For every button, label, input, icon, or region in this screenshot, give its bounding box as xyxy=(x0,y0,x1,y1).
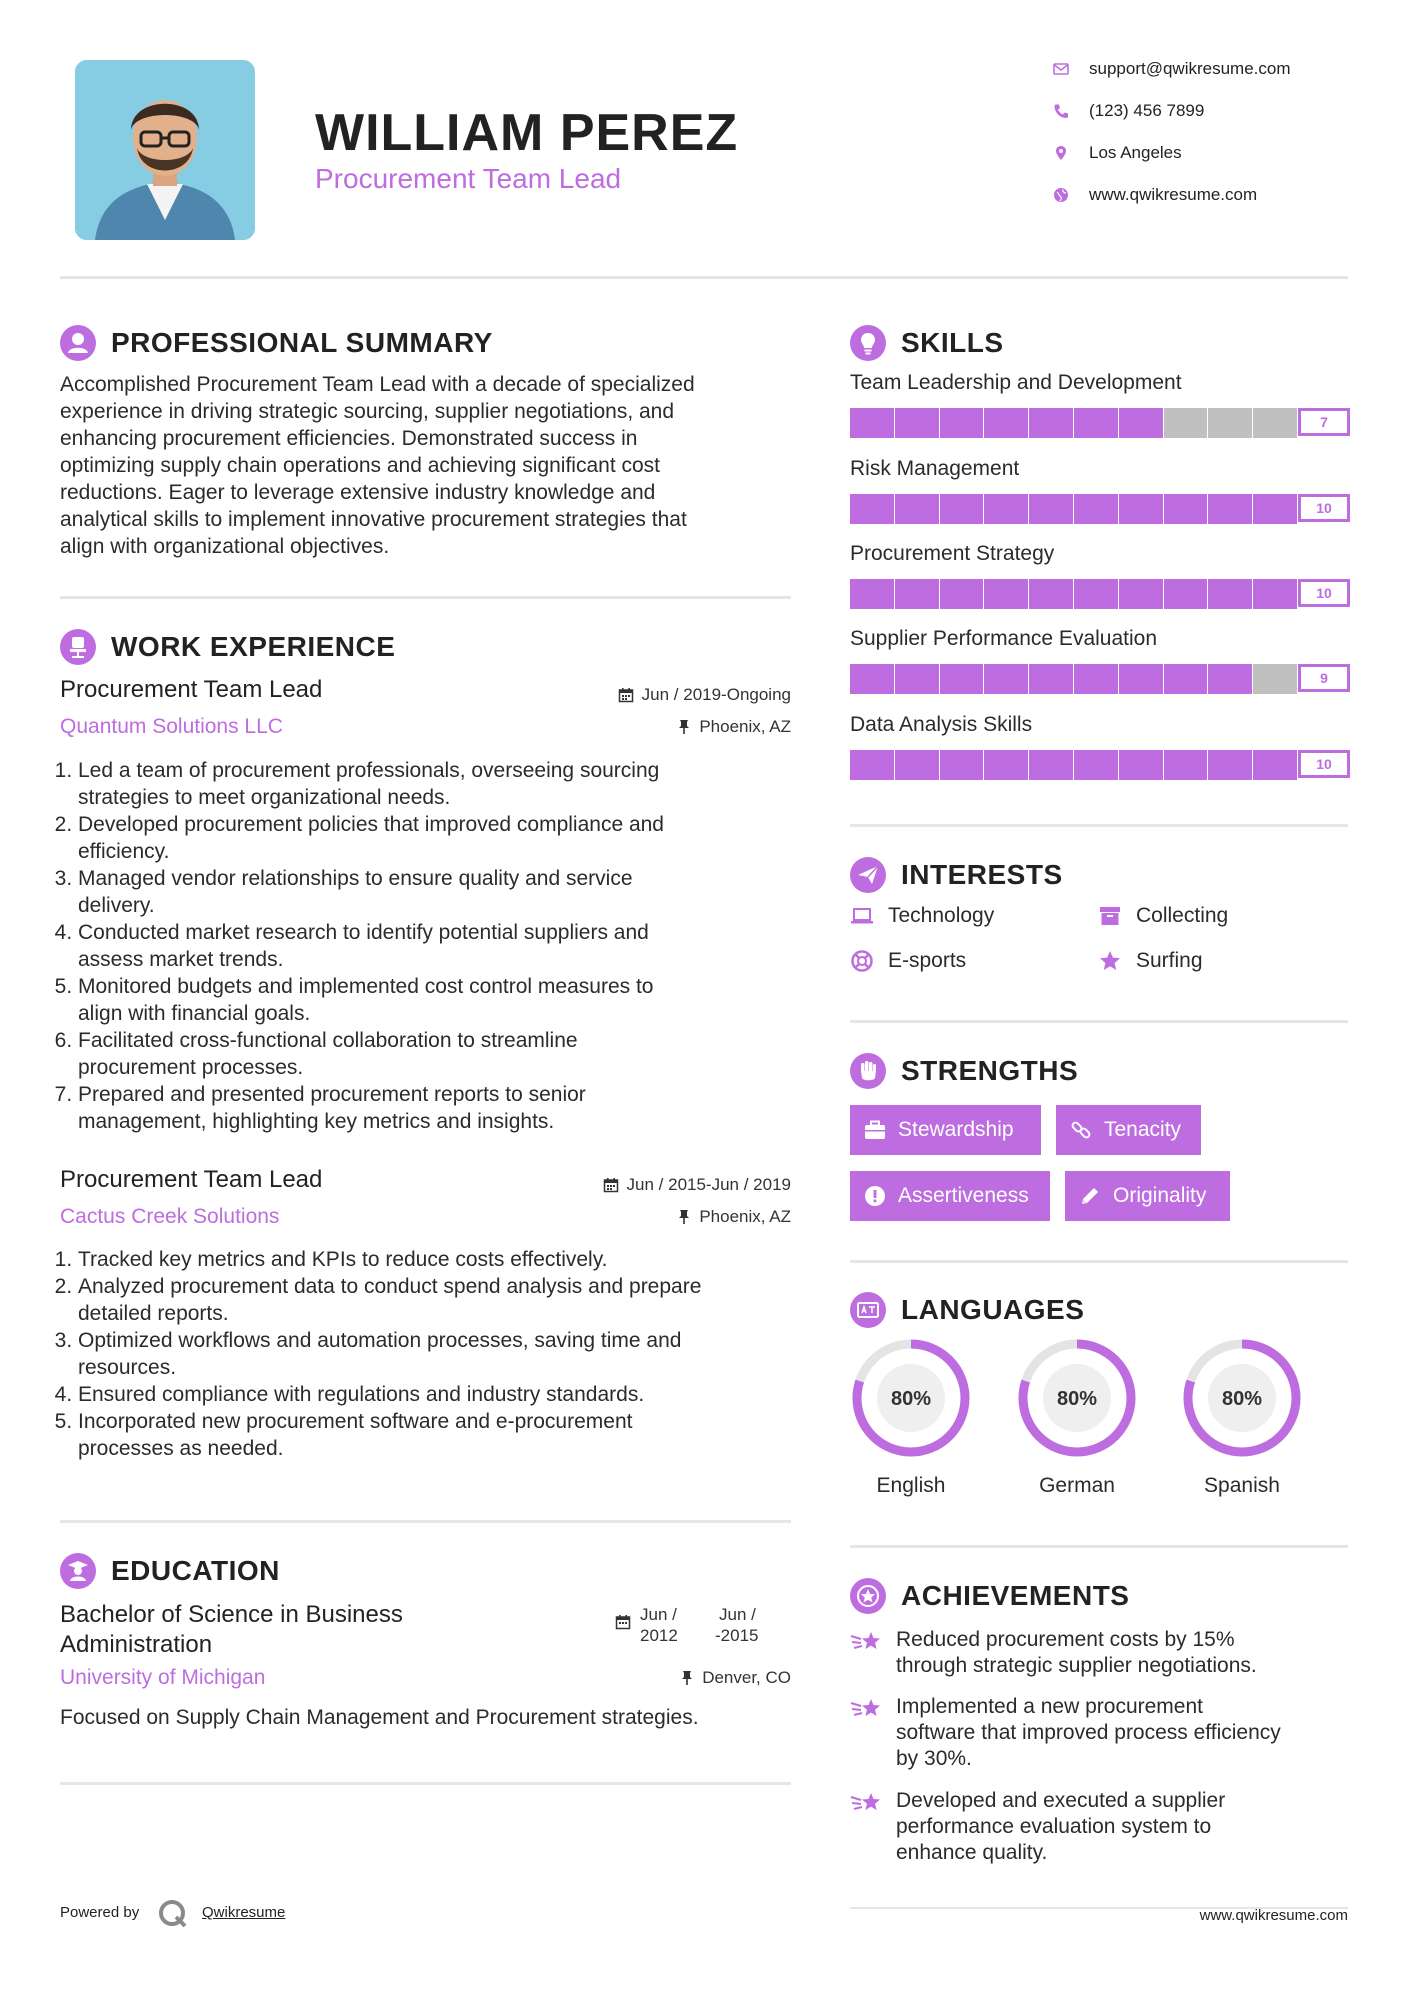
company-name: Cactus Creek Solutions xyxy=(60,1205,280,1228)
candidate-title: Procurement Team Lead xyxy=(315,163,622,194)
summary-heading: PROFESSIONAL SUMMARY xyxy=(111,327,493,358)
qwikresume-link[interactable]: Qwikresume xyxy=(202,1904,286,1921)
skill-bar xyxy=(850,750,1298,780)
globe-icon xyxy=(1053,187,1069,203)
education-location-text: Denver, CO xyxy=(702,1668,791,1687)
achievement-text: Reduced procurement costs by 15% through strategic supplier negotiations. xyxy=(896,1628,1257,1677)
skill-bar-segment xyxy=(1253,579,1297,609)
language-name: English xyxy=(876,1474,946,1497)
paper-plane-icon xyxy=(850,857,886,893)
achievement-text: Implemented a new procurement software that improved process efficiency by 30%. xyxy=(896,1695,1281,1770)
language-ring xyxy=(1016,1337,1138,1459)
skill-bar-segment xyxy=(1208,750,1252,780)
skill-bar-segment xyxy=(1164,579,1208,609)
interest-technology xyxy=(850,904,994,928)
language-percent: 80% xyxy=(1056,1388,1098,1410)
list-item: 4. Ensured compliance with regulations and industry standards. xyxy=(78,1381,818,1408)
skill-bar-segment xyxy=(940,494,984,524)
skill-score-badge: 10 xyxy=(1298,494,1350,522)
job-location xyxy=(500,717,791,737)
language-ring xyxy=(850,1337,972,1459)
skill-bar-segment xyxy=(1074,664,1118,694)
list-item: 3. Managed vendor relationships to ensure quality and service delivery. xyxy=(78,865,818,919)
skill-bar-segment xyxy=(1029,579,1073,609)
job-date xyxy=(500,685,791,705)
summary-line: experience in driving strategic sourcing, supplier negotiations, and xyxy=(60,400,675,423)
summary-line: enhancing procurement efficiencies. Demonstrated success in xyxy=(60,427,638,450)
contact-email[interactable] xyxy=(1053,59,1291,79)
skill-bar-segment xyxy=(850,579,894,609)
envelope-icon xyxy=(1053,61,1069,77)
achievements-heading: ACHIEVEMENTS xyxy=(901,1580,1130,1611)
pushpin-icon xyxy=(677,719,691,735)
skill-bar-segment xyxy=(1119,750,1163,780)
skill-bar-segment xyxy=(1029,750,1073,780)
graduate-icon xyxy=(60,1553,96,1589)
list-item: 6. Facilitated cross-functional collaboration to streamline procurement processes. xyxy=(78,1027,818,1081)
calendar-icon xyxy=(603,1177,619,1193)
strength-label: Tenacity xyxy=(1104,1118,1182,1141)
summary-line: optimizing supply chain operations and achieving significant cost xyxy=(60,454,661,477)
summary-line: analytical skills to implement innovative procurement strategies that xyxy=(60,508,687,531)
laptop-icon xyxy=(850,904,874,928)
strength-label: Assertiveness xyxy=(898,1184,1029,1207)
website-text: www.qwikresume.com xyxy=(1089,185,1258,204)
skill-bar-segment xyxy=(1119,494,1163,524)
pushpin-icon xyxy=(677,1209,691,1225)
job-title: Procurement Team Lead xyxy=(60,1166,323,1193)
list-item: 1. Tracked key metrics and KPIs to reduce costs effectively. xyxy=(78,1246,818,1273)
experience-divider xyxy=(60,1520,791,1523)
contact-website[interactable] xyxy=(1053,185,1257,205)
interest-surfing xyxy=(1098,949,1203,973)
achievements-section-icon xyxy=(850,1578,886,1614)
list-item: 3. Optimized workflows and automation processes, saving time and resources. xyxy=(78,1327,818,1381)
skill-bar-segment xyxy=(940,664,984,694)
interest-esports xyxy=(850,949,966,973)
map-pin-icon xyxy=(1053,145,1069,161)
user-icon xyxy=(60,325,96,361)
summary-line: Accomplished Procurement Team Lead with a decade of specialized xyxy=(60,373,695,396)
skill-bar-segment xyxy=(895,494,939,524)
exclamation-circle-icon xyxy=(864,1185,886,1207)
pencil-icon xyxy=(1079,1185,1101,1207)
skill-bar-segment xyxy=(1164,408,1208,438)
life-ring-icon xyxy=(850,949,874,973)
strength-assertiveness xyxy=(850,1171,1050,1221)
contact-phone[interactable] xyxy=(1053,101,1204,121)
skill-bar-segment xyxy=(940,408,984,438)
skill-bar-segment xyxy=(895,664,939,694)
skill-bar-segment xyxy=(1074,408,1118,438)
job-location-text: Phoenix, AZ xyxy=(699,1207,791,1226)
strength-label: Stewardship xyxy=(898,1118,1014,1141)
shooting-star-icon xyxy=(850,1629,884,1655)
education-end-date: Jun / -2015 xyxy=(715,1605,759,1645)
skill-bar-segment xyxy=(850,664,894,694)
list-item: 1. Led a team of procurement professionals, overseeing sourcing strategies to meet organizational needs. xyxy=(78,757,818,811)
skill-bar-segment xyxy=(1119,579,1163,609)
skill-bar-segment xyxy=(1074,750,1118,780)
header-divider xyxy=(60,276,1348,279)
skill-bar xyxy=(850,579,1298,609)
language-name: Spanish xyxy=(1204,1474,1280,1497)
skill-score-badge: 9 xyxy=(1298,664,1350,692)
footer-website[interactable]: www.qwikresume.com xyxy=(1199,1907,1348,1924)
skill-bar-segment xyxy=(1164,494,1208,524)
skills-divider xyxy=(850,824,1348,827)
strengths-heading: STRENGTHS xyxy=(901,1055,1079,1086)
strengths-divider xyxy=(850,1260,1348,1263)
phone-icon xyxy=(1053,103,1069,119)
skill-bar-segment xyxy=(1253,408,1297,438)
skill-bar-segment xyxy=(1164,664,1208,694)
skill-bar-segment xyxy=(850,750,894,780)
education-divider xyxy=(60,1782,791,1785)
education-location xyxy=(500,1668,791,1688)
experience-section-icon xyxy=(60,629,96,665)
skill-bar-segment xyxy=(1208,664,1252,694)
skill-bar-segment xyxy=(1119,408,1163,438)
list-item: 2. Developed procurement policies that improved compliance and efficiency. xyxy=(78,811,818,865)
skill-bar-segment xyxy=(850,408,894,438)
skill-bar-segment xyxy=(984,408,1028,438)
skills-heading: SKILLS xyxy=(901,327,1004,358)
summary-divider xyxy=(60,596,791,599)
summary-line: reductions. Eager to leverage extensive industry knowledge and xyxy=(60,481,656,504)
skill-bar-segment xyxy=(1074,579,1118,609)
skill-bar xyxy=(850,664,1298,694)
pushpin-icon xyxy=(680,1670,694,1686)
skill-bar-segment xyxy=(850,494,894,524)
phone-text: (123) 456 7899 xyxy=(1089,101,1205,120)
interest-label: Collecting xyxy=(1136,904,1229,927)
profile-photo xyxy=(75,60,255,240)
skill-bar-segment xyxy=(1253,494,1297,524)
skill-bar-segment xyxy=(1253,664,1297,694)
skill-bar-segment xyxy=(895,750,939,780)
interests-section-icon xyxy=(850,857,886,893)
skill-bar-segment xyxy=(1208,494,1252,524)
skill-bar-segment xyxy=(895,579,939,609)
skill-label: Risk Management xyxy=(850,457,1020,480)
skill-bar-segment xyxy=(984,750,1028,780)
education-heading: EDUCATION xyxy=(111,1555,280,1586)
job-date xyxy=(500,1175,791,1195)
candidate-name: WILLIAM PEREZ xyxy=(315,104,739,162)
location-text: Los Angeles xyxy=(1089,143,1182,162)
list-item: 7. Prepared and presented procurement reports to senior management, highlighting key metrics and insights. xyxy=(78,1081,818,1135)
languages-heading: LANGUAGES xyxy=(901,1294,1085,1325)
interest-label: Surfing xyxy=(1136,949,1203,972)
skill-bar-segment xyxy=(1119,664,1163,694)
interest-label: E-sports xyxy=(888,949,967,972)
summary-line: align with organizational objectives. xyxy=(60,535,390,558)
list-item: 2. Analyzed procurement data to conduct spend analysis and prepare detailed reports. xyxy=(78,1273,818,1327)
skill-label: Data Analysis Skills xyxy=(850,713,1033,736)
skills-section-icon xyxy=(850,325,886,361)
strength-stewardship xyxy=(850,1105,1041,1155)
star-icon xyxy=(1098,949,1122,973)
language-icon xyxy=(850,1292,886,1328)
job-date-text: Jun / 2019-Ongoing xyxy=(641,685,791,704)
language-name: German xyxy=(1039,1474,1115,1497)
skill-bar-segment xyxy=(1208,408,1252,438)
skill-bar-segment xyxy=(984,664,1028,694)
interests-heading: INTERESTS xyxy=(901,859,1063,890)
archive-icon xyxy=(1098,904,1122,928)
qwikresume-logo-icon xyxy=(157,1898,189,1930)
list-item: 4. Conducted market research to identify potential suppliers and assess market trends. xyxy=(78,919,818,973)
degree-line: Administration xyxy=(60,1631,213,1658)
calendar-icon xyxy=(618,687,634,703)
hand-fist-icon xyxy=(850,1053,886,1089)
skill-bar-segment xyxy=(1029,494,1073,524)
skill-bar-segment xyxy=(1253,750,1297,780)
achievement-text: Developed and executed a supplier performance evaluation system to enhance quality. xyxy=(896,1789,1226,1864)
skill-label: Supplier Performance Evaluation xyxy=(850,627,1158,650)
skill-bar-segment xyxy=(1208,579,1252,609)
skill-score-badge: 10 xyxy=(1298,579,1350,607)
powered-by-text: Powered by xyxy=(60,1904,140,1921)
skill-label: Team Leadership and Development xyxy=(850,371,1182,394)
job-bullets xyxy=(60,1246,818,1462)
company-name: Quantum Solutions LLC xyxy=(60,715,283,738)
skill-score-badge: 7 xyxy=(1298,408,1350,436)
education-start-date: Jun / 2012 xyxy=(640,1605,678,1645)
skill-bar-segment xyxy=(984,494,1028,524)
award-star-icon xyxy=(850,1578,886,1614)
skill-score-badge: 10 xyxy=(1298,750,1350,778)
languages-section-icon xyxy=(850,1292,886,1328)
skill-bar xyxy=(850,408,1298,438)
strength-tenacity xyxy=(1056,1105,1201,1155)
job-bullets xyxy=(60,757,818,1135)
skill-bar-segment xyxy=(1074,494,1118,524)
skill-label: Procurement Strategy xyxy=(850,542,1055,565)
skill-bar-segment xyxy=(1164,750,1208,780)
email-text: support@qwikresume.com xyxy=(1089,59,1291,78)
job-title: Procurement Team Lead xyxy=(60,676,323,703)
language-ring xyxy=(1181,1337,1303,1459)
skill-bar-segment xyxy=(1029,664,1073,694)
lightbulb-icon xyxy=(850,325,886,361)
strength-label: Originality xyxy=(1113,1184,1207,1207)
job-location-text: Phoenix, AZ xyxy=(699,717,791,736)
interest-collecting xyxy=(1098,904,1228,928)
job-date-text: Jun / 2015-Jun / 2019 xyxy=(626,1175,791,1194)
calendar-icon xyxy=(615,1614,631,1630)
school-name: University of Michigan xyxy=(60,1666,266,1689)
languages-divider xyxy=(850,1545,1348,1548)
briefcase-icon xyxy=(864,1120,886,1140)
shooting-star-icon xyxy=(850,1696,884,1722)
education-description: Focused on Supply Chain Management and Procurement strategies. xyxy=(60,1706,699,1729)
education-section-icon xyxy=(60,1553,96,1589)
job-location xyxy=(500,1207,791,1227)
avatar-illustration xyxy=(75,60,255,240)
interests-divider xyxy=(850,1020,1348,1023)
list-item: 5. Monitored budgets and implemented cost control measures to align with financial goals. xyxy=(78,973,818,1027)
language-percent: 80% xyxy=(1221,1388,1263,1410)
experience-heading: WORK EXPERIENCE xyxy=(111,631,396,662)
degree-line: Bachelor of Science in Business xyxy=(60,1601,403,1628)
shooting-star-icon xyxy=(850,1790,884,1816)
interest-label: Technology xyxy=(888,904,995,927)
skill-bar-segment xyxy=(940,579,984,609)
skill-bar xyxy=(850,494,1298,524)
contact-location xyxy=(1053,143,1182,163)
chair-icon xyxy=(60,629,96,665)
skill-bar-segment xyxy=(895,408,939,438)
summary-text xyxy=(60,371,800,560)
list-item: 5. Incorporated new procurement software and e-procurement processes as needed. xyxy=(78,1408,818,1462)
strength-originality xyxy=(1065,1171,1230,1221)
language-percent: 80% xyxy=(890,1388,932,1410)
skill-bar-segment xyxy=(984,579,1028,609)
degree-title xyxy=(60,1600,403,1660)
skill-bar-segment xyxy=(1029,408,1073,438)
user-section-icon xyxy=(60,325,96,361)
skill-bar-segment xyxy=(940,750,984,780)
link-icon xyxy=(1070,1119,1092,1141)
strengths-section-icon xyxy=(850,1053,886,1089)
